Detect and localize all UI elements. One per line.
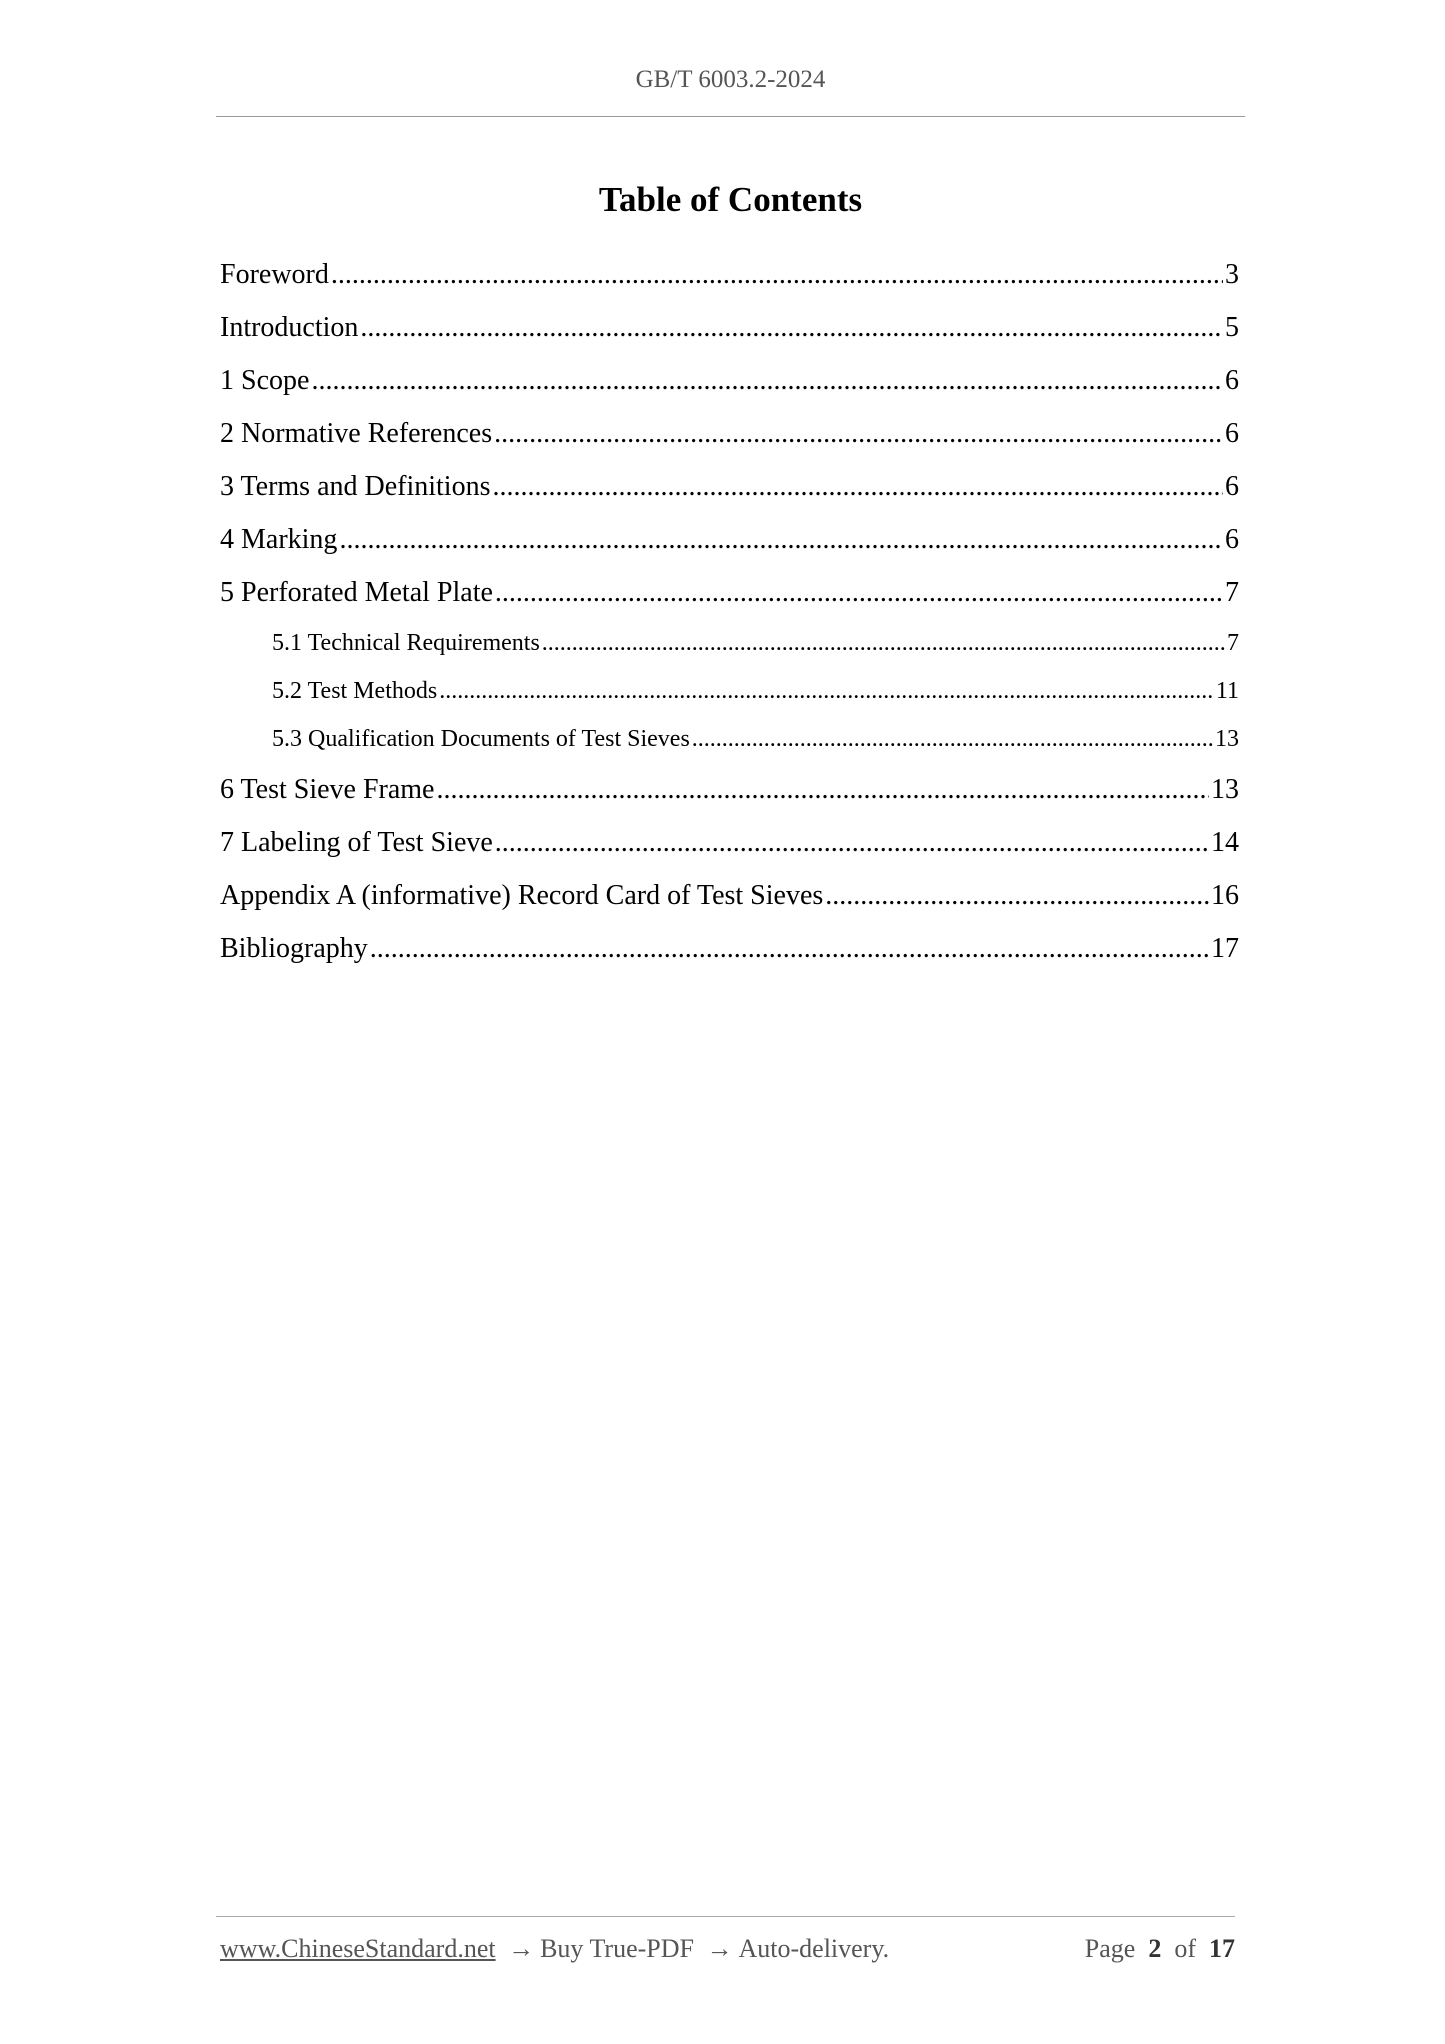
- toc-entry-test-sieve-frame[interactable]: [220, 763, 1239, 816]
- toc-entry-terms-definitions[interactable]: [220, 460, 1239, 513]
- toc-leader-dots: [311, 354, 1223, 407]
- toc-leader-dots: [492, 460, 1223, 513]
- toc-entry-label: 5.2 Test Methods: [272, 678, 438, 704]
- toc-entry-page: 6: [1225, 418, 1239, 449]
- delivery-text: Auto-delivery.: [738, 1934, 890, 1963]
- toc-entry-label: 5.3 Qualification Documents of Test Sieves: [272, 726, 690, 752]
- toc-entry-label: Bibliography: [220, 933, 368, 964]
- toc-leader-dots: [339, 513, 1223, 566]
- toc-entry-label: 1 Scope: [220, 365, 310, 396]
- toc-leader-dots: [331, 248, 1223, 301]
- header-divider: [216, 116, 1245, 117]
- toc-entry-label: 3 Terms and Definitions: [220, 471, 491, 502]
- toc-entry-page: 3: [1225, 259, 1239, 290]
- footer-divider: [216, 1916, 1235, 1917]
- toc-leader-dots: [360, 301, 1223, 354]
- toc-entry-scope[interactable]: [220, 354, 1239, 407]
- site-link[interactable]: www.ChineseStandard.net: [220, 1934, 496, 1963]
- arrow-right-icon: →: [508, 1934, 535, 1963]
- page-indicator: [1085, 1934, 1235, 1964]
- toc-entry-page: 13: [1215, 726, 1239, 752]
- toc-entry-label: 5 Perforated Metal Plate: [220, 577, 493, 608]
- toc-leader-dots: [495, 816, 1209, 869]
- toc-leader-dots: [439, 667, 1214, 715]
- total-pages-number: 17: [1209, 1934, 1235, 1963]
- toc-entry-page: 13: [1211, 774, 1239, 805]
- toc-entry-labeling-test-sieve[interactable]: [220, 816, 1239, 869]
- toc-entry-introduction[interactable]: [220, 301, 1239, 354]
- toc-entry-page: 14: [1211, 827, 1239, 858]
- page-title: Table of Contents: [598, 180, 863, 219]
- current-page-number: 2: [1148, 1934, 1162, 1963]
- of-word: of: [1174, 1934, 1196, 1963]
- toc-leader-dots: [494, 407, 1223, 460]
- toc-entry-bibliography[interactable]: [220, 922, 1239, 975]
- toc-leader-dots: [370, 922, 1209, 975]
- toc-entry-page: 6: [1225, 471, 1239, 502]
- toc-entry-page: 7: [1227, 630, 1239, 656]
- toc-entry-label: Appendix A (informative) Record Card of Test Sieves: [220, 880, 824, 911]
- toc-leader-dots: [495, 566, 1223, 619]
- toc-entry-label: 4 Marking: [220, 524, 338, 555]
- page-footer: [220, 1934, 1235, 1964]
- toc-entry-label: 2 Normative References: [220, 418, 493, 449]
- toc-entry-page: 6: [1225, 365, 1239, 396]
- toc-entry-test-methods[interactable]: [220, 667, 1239, 715]
- page-word: Page: [1084, 1934, 1136, 1963]
- toc-entry-qualification-documents[interactable]: [220, 715, 1239, 763]
- toc-leader-dots: [436, 763, 1209, 816]
- toc-entry-normative-references[interactable]: [220, 407, 1239, 460]
- toc-entry-foreword[interactable]: [220, 248, 1239, 301]
- toc-leader-dots: [825, 869, 1209, 922]
- table-of-contents: [220, 248, 1239, 975]
- toc-entry-technical-requirements[interactable]: [220, 619, 1239, 667]
- toc-leader-dots: [692, 715, 1213, 763]
- toc-entry-page: 16: [1211, 880, 1239, 911]
- toc-entry-perforated-metal-plate[interactable]: [220, 566, 1239, 619]
- toc-entry-appendix-a[interactable]: [220, 869, 1239, 922]
- toc-entry-page: 6: [1225, 524, 1239, 555]
- toc-entry-label: Foreword: [220, 259, 329, 290]
- toc-entry-page: 5: [1225, 312, 1239, 343]
- toc-entry-label: 7 Labeling of Test Sieve: [220, 827, 493, 858]
- toc-entry-label: Introduction: [220, 312, 359, 343]
- arrow-right-icon: →: [706, 1934, 733, 1963]
- toc-leader-dots: [542, 619, 1225, 667]
- toc-entry-page: 7: [1225, 577, 1239, 608]
- toc-entry-page: 17: [1211, 933, 1239, 964]
- document-header: GB/T 6003.2-2024: [635, 66, 826, 93]
- toc-entry-page: 11: [1215, 678, 1239, 704]
- footer-promo: [220, 1934, 889, 1964]
- toc-entry-label: 5.1 Technical Requirements: [272, 630, 540, 656]
- buy-text: Buy True-PDF: [540, 1934, 694, 1963]
- toc-entry-marking[interactable]: [220, 513, 1239, 566]
- toc-entry-label: 6 Test Sieve Frame: [220, 774, 435, 805]
